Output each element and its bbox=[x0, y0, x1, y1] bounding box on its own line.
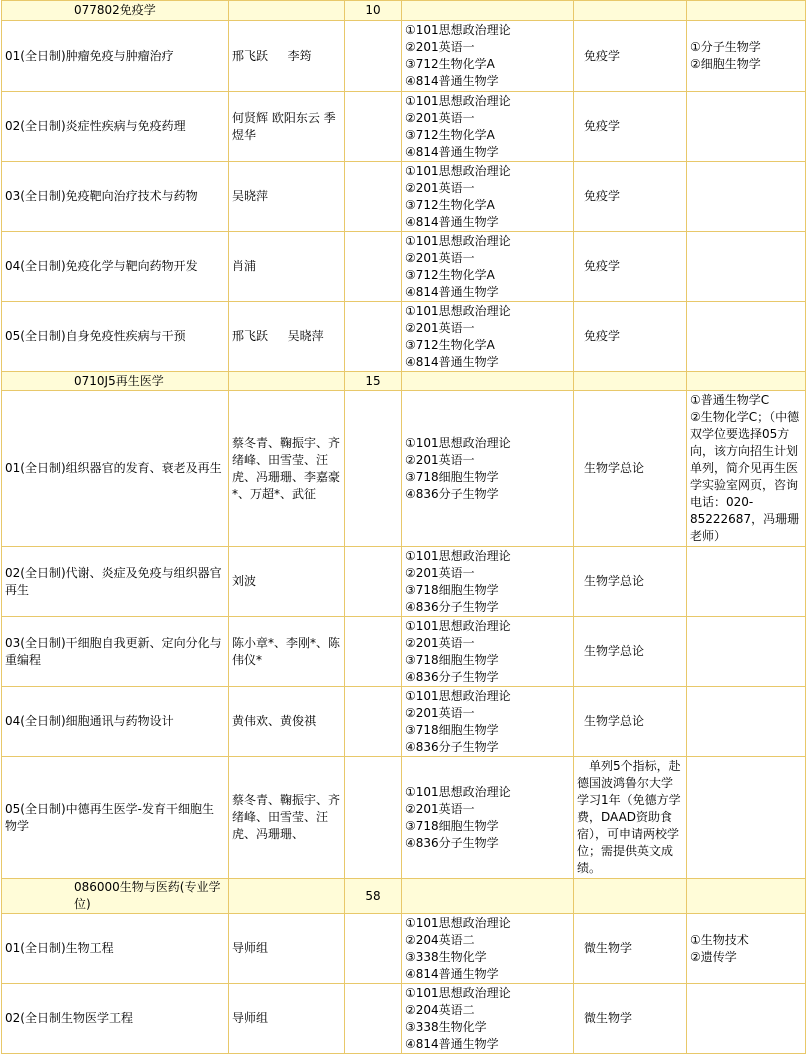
direction-row bbox=[2, 617, 806, 687]
exam-subject-item: ④814普通生物学 bbox=[405, 1036, 499, 1051]
exam-subjects bbox=[402, 232, 574, 302]
empty-cell bbox=[345, 92, 402, 162]
table-body bbox=[2, 1, 806, 1054]
header-empty-cell bbox=[229, 879, 345, 914]
header-empty-cell bbox=[574, 879, 687, 914]
exam-subject-item: ③712生物化学A bbox=[405, 337, 495, 352]
header-empty-cell bbox=[687, 372, 806, 391]
direction-row bbox=[2, 757, 806, 879]
empty-cell bbox=[345, 391, 402, 547]
exam-subject-item: ②201英语一 bbox=[405, 250, 475, 265]
empty-cell bbox=[345, 617, 402, 687]
empty-cell bbox=[345, 232, 402, 302]
retest-subject: 免疫学 bbox=[574, 92, 687, 162]
enrollment-table bbox=[1, 0, 806, 1054]
research-direction: 02(全日制)代谢、炎症及免疫与组织器官再生 bbox=[2, 547, 229, 617]
exam-subjects bbox=[402, 547, 574, 617]
quota-count: 10 bbox=[345, 1, 402, 21]
subject-header-row bbox=[2, 1, 806, 21]
note-item: ①分子生物学 bbox=[690, 40, 761, 54]
retest-subject: 微生物学 bbox=[574, 984, 687, 1054]
empty-cell bbox=[345, 914, 402, 984]
notes-cell bbox=[687, 757, 806, 879]
exam-subject-item: ②201英语一 bbox=[405, 565, 475, 580]
exam-subjects bbox=[402, 302, 574, 372]
advisor-names: 导师组 bbox=[229, 914, 345, 984]
exam-subject-item: ④814普通生物学 bbox=[405, 214, 499, 229]
advisor-names: 陈小章*、李刚*、陈伟仪* bbox=[229, 617, 345, 687]
empty-cell bbox=[345, 162, 402, 232]
exam-subjects bbox=[402, 21, 574, 92]
exam-subject-item: ②201英语一 bbox=[405, 110, 475, 125]
notes-cell bbox=[687, 687, 806, 757]
retest-subject: 生物学总论 bbox=[574, 617, 687, 687]
exam-subject-item: ④836分子生物学 bbox=[405, 739, 499, 754]
research-direction: 04(全日制)细胞通讯与药物设计 bbox=[2, 687, 229, 757]
notes-cell bbox=[687, 984, 806, 1054]
research-direction: 03(全日制)干细胞自我更新、定向分化与重编程 bbox=[2, 617, 229, 687]
exam-subjects bbox=[402, 984, 574, 1054]
quota-count: 58 bbox=[345, 879, 402, 914]
direction-row bbox=[2, 984, 806, 1054]
direction-row bbox=[2, 302, 806, 372]
retest-subject: 免疫学 bbox=[574, 232, 687, 302]
quota-count: 15 bbox=[345, 372, 402, 391]
exam-subject-item: ③718细胞生物学 bbox=[405, 722, 499, 737]
research-direction: 02(全日制)炎症性疾病与免疫药理 bbox=[2, 92, 229, 162]
advisor-names: 邢飞跃 李筠 bbox=[229, 21, 345, 92]
subject-header-row bbox=[2, 879, 806, 914]
exam-subject-item: ③338生物化学 bbox=[405, 949, 487, 964]
exam-subject-item: ④814普通生物学 bbox=[405, 354, 499, 369]
retest-subject: 免疫学 bbox=[574, 21, 687, 92]
exam-subject-item: ②201英语一 bbox=[405, 452, 475, 467]
advisor-names: 蔡冬青、鞠振宇、齐绪峰、田雪莹、汪虎、冯珊珊、 bbox=[229, 757, 345, 879]
notes-cell bbox=[687, 617, 806, 687]
direction-row bbox=[2, 547, 806, 617]
advisor-names: 蔡冬青、鞠振宇、齐绪峰、田雪莹、汪虎、冯珊珊、李嘉豪*、万超*、武征 bbox=[229, 391, 345, 547]
note-item: ②生物化学C；（中德双学位要选择05方向，该方向招生计划单列，简介见再生医学实验室网页，咨询电话：020-85222687，冯珊珊老师） bbox=[690, 410, 800, 543]
retest-subject: 生物学总论 bbox=[574, 547, 687, 617]
empty-cell bbox=[345, 21, 402, 92]
exam-subject-item: ③712生物化学A bbox=[405, 127, 495, 142]
exam-subject-item: ③712生物化学A bbox=[405, 267, 495, 282]
header-empty-cell bbox=[229, 1, 345, 21]
notes-cell bbox=[687, 391, 806, 547]
empty-cell bbox=[345, 757, 402, 879]
exam-subjects bbox=[402, 92, 574, 162]
retest-subject: 微生物学 bbox=[574, 914, 687, 984]
notes-cell bbox=[687, 547, 806, 617]
note-item: ②遗传学 bbox=[690, 949, 737, 964]
advisor-names: 肖浦 bbox=[229, 232, 345, 302]
exam-subject-item: ①101思想政治理论 bbox=[405, 985, 511, 1000]
exam-subject-item: ③718细胞生物学 bbox=[405, 818, 499, 833]
exam-subject-item: ④836分子生物学 bbox=[405, 486, 499, 501]
retest-subject: 生物学总论 bbox=[574, 391, 687, 547]
exam-subject-item: ③712生物化学A bbox=[405, 197, 495, 212]
notes-cell bbox=[687, 232, 806, 302]
exam-subject-item: ①101思想政治理论 bbox=[405, 23, 511, 37]
research-direction: 01(全日制)肿瘤免疫与肿瘤治疗 bbox=[2, 21, 229, 92]
exam-subject-item: ②201英语一 bbox=[405, 705, 475, 720]
header-empty-cell bbox=[402, 372, 574, 391]
advisor-names: 吴晓萍 bbox=[229, 162, 345, 232]
exam-subject-item: ①101思想政治理论 bbox=[405, 233, 511, 248]
note-item: ②细胞生物学 bbox=[690, 57, 761, 71]
header-empty-cell bbox=[574, 372, 687, 391]
exam-subjects bbox=[402, 914, 574, 984]
exam-subject-item: ④836分子生物学 bbox=[405, 835, 499, 850]
header-empty-cell bbox=[687, 1, 806, 21]
header-empty-cell bbox=[402, 1, 574, 21]
research-direction: 05(全日制)中德再生医学-发育干细胞生物学 bbox=[2, 757, 229, 879]
direction-row bbox=[2, 391, 806, 547]
exam-subject-item: ②201英语一 bbox=[405, 801, 475, 816]
direction-row bbox=[2, 162, 806, 232]
subject-code-name: 086000生物与医药(专业学位) bbox=[2, 879, 229, 914]
exam-subject-item: ④814普通生物学 bbox=[405, 74, 499, 88]
exam-subject-item: ①101思想政治理论 bbox=[405, 688, 511, 703]
exam-subjects bbox=[402, 687, 574, 757]
retest-subject: 单列5个指标，赴德国波鸿鲁尔大学学习1年（免德方学费，DAAD资助食宿），可申请两校学位；需提供英文成绩。 bbox=[574, 757, 687, 879]
notes-cell bbox=[687, 302, 806, 372]
subject-header-row bbox=[2, 372, 806, 391]
exam-subject-item: ④836分子生物学 bbox=[405, 599, 499, 614]
notes-cell bbox=[687, 21, 806, 92]
exam-subject-item: ③718细胞生物学 bbox=[405, 469, 499, 484]
exam-subject-item: ①101思想政治理论 bbox=[405, 303, 511, 318]
direction-row bbox=[2, 232, 806, 302]
retest-subject: 免疫学 bbox=[574, 162, 687, 232]
empty-cell bbox=[345, 687, 402, 757]
advisor-names: 导师组 bbox=[229, 984, 345, 1054]
direction-row bbox=[2, 21, 806, 92]
retest-subject: 生物学总论 bbox=[574, 687, 687, 757]
exam-subjects bbox=[402, 162, 574, 232]
research-direction: 04(全日制)免疫化学与靶向药物开发 bbox=[2, 232, 229, 302]
exam-subject-item: ③718细胞生物学 bbox=[405, 652, 499, 667]
exam-subjects bbox=[402, 757, 574, 879]
research-direction: 01(全日制)生物工程 bbox=[2, 914, 229, 984]
exam-subject-item: ④814普通生物学 bbox=[405, 966, 499, 981]
advisor-names: 黄伟欢、黄俊祺 bbox=[229, 687, 345, 757]
advisor-names: 刘波 bbox=[229, 547, 345, 617]
advisor-names: 邢飞跃 吴晓萍 bbox=[229, 302, 345, 372]
note-item: ①普通生物学C bbox=[690, 393, 770, 407]
research-direction: 01(全日制)组织器官的发育、衰老及再生 bbox=[2, 391, 229, 547]
exam-subject-item: ①101思想政治理论 bbox=[405, 93, 511, 108]
exam-subject-item: ①101思想政治理论 bbox=[405, 548, 511, 563]
exam-subjects bbox=[402, 391, 574, 547]
header-empty-cell bbox=[574, 1, 687, 21]
notes-cell bbox=[687, 914, 806, 984]
exam-subject-item: ②204英语二 bbox=[405, 1002, 475, 1017]
exam-subject-item: ④814普通生物学 bbox=[405, 284, 499, 299]
research-direction: 03(全日制)免疫靶向治疗技术与药物 bbox=[2, 162, 229, 232]
retest-subject: 免疫学 bbox=[574, 302, 687, 372]
exam-subject-item: ②201英语一 bbox=[405, 40, 475, 54]
direction-row bbox=[2, 92, 806, 162]
exam-subjects bbox=[402, 617, 574, 687]
notes-cell bbox=[687, 162, 806, 232]
exam-subject-item: ①101思想政治理论 bbox=[405, 915, 511, 930]
exam-subject-item: ④814普通生物学 bbox=[405, 144, 499, 159]
direction-row bbox=[2, 914, 806, 984]
exam-subject-item: ①101思想政治理论 bbox=[405, 163, 511, 178]
exam-subject-item: ③338生物化学 bbox=[405, 1019, 487, 1034]
exam-subject-item: ④836分子生物学 bbox=[405, 669, 499, 684]
empty-cell bbox=[345, 302, 402, 372]
note-item: ①生物技术 bbox=[690, 932, 749, 947]
direction-row bbox=[2, 687, 806, 757]
exam-subject-item: ①101思想政治理论 bbox=[405, 784, 511, 799]
exam-subject-item: ③712生物化学A bbox=[405, 57, 495, 71]
exam-subject-item: ②201英语一 bbox=[405, 180, 475, 195]
subject-code-name: 0710J5再生医学 bbox=[2, 372, 229, 391]
exam-subject-item: ①101思想政治理论 bbox=[405, 435, 511, 450]
exam-subject-item: ③718细胞生物学 bbox=[405, 582, 499, 597]
exam-subject-item: ②201英语一 bbox=[405, 635, 475, 650]
header-empty-cell bbox=[402, 879, 574, 914]
empty-cell bbox=[345, 547, 402, 617]
research-direction: 05(全日制)自身免疫性疾病与干预 bbox=[2, 302, 229, 372]
advisor-names: 何贤辉 欧阳东云 季煜华 bbox=[229, 92, 345, 162]
empty-cell bbox=[345, 984, 402, 1054]
notes-cell bbox=[687, 92, 806, 162]
exam-subject-item: ②201英语一 bbox=[405, 320, 475, 335]
exam-subject-item: ②204英语二 bbox=[405, 932, 475, 947]
subject-code-name: 077802免疫学 bbox=[2, 1, 229, 21]
research-direction: 02(全日制生物医学工程 bbox=[2, 984, 229, 1054]
header-empty-cell bbox=[229, 372, 345, 391]
header-empty-cell bbox=[687, 879, 806, 914]
exam-subject-item: ①101思想政治理论 bbox=[405, 618, 511, 633]
